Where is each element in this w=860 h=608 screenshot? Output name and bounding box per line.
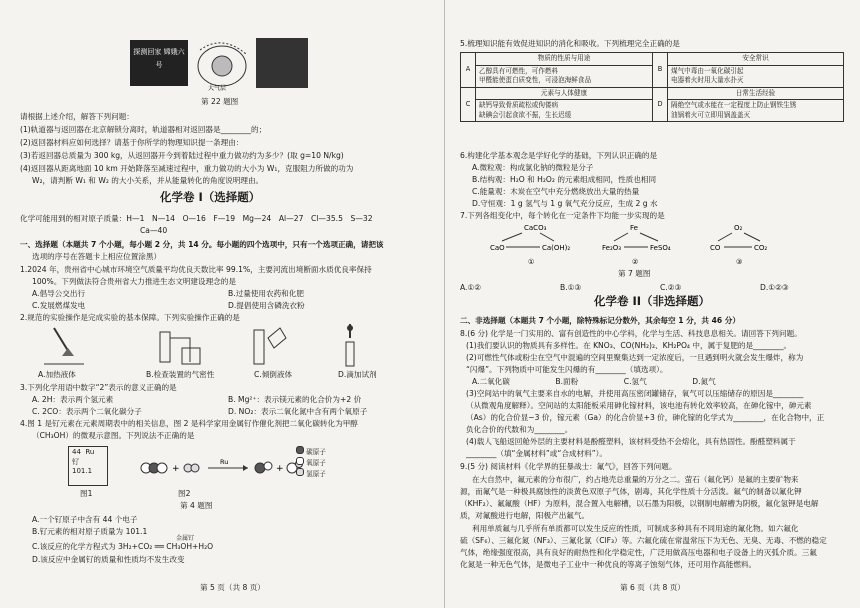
pouring-liquid-drawing [254, 328, 286, 364]
table-head-a: 物质的性质与用途 [476, 53, 653, 66]
dropping-reagent-drawing [346, 324, 354, 366]
atomic-mass-line1: 化学可能用到的相对原子质量：H—1 N—14 O—16 F—19 Mg—24 Al—27 Cl—35.5 S—32 [20, 214, 373, 223]
g3-number: ③ [736, 258, 743, 266]
group3-conversion [710, 224, 767, 266]
section1-instructions-a: 一、选择题（本题共 7 个小题，每小题 2 分，共 14 分。每小题的四个选项中，只有一个选项正确，请把该 [20, 240, 384, 249]
q1-option-d: D.提倡使用含磷洗衣粉 [228, 301, 305, 310]
q1-stem-a: 1.2024 年，贵州省中心城市环境空气质量平均优良天数比率 99.1%，主要河流出境断面水质优良率保持 [20, 265, 372, 274]
table-label-c: C [461, 87, 476, 122]
q7-option-c: C.②③ [660, 283, 682, 292]
q22-intro: 请根据上述介绍，解答下列问题： [20, 112, 134, 121]
table-head-b: 安全常识 [668, 53, 844, 66]
table-d-line1: 隔绝空气或水能在一定程度上防止钢铁生锈 [671, 101, 797, 109]
table-head-d: 日常生活经验 [668, 87, 844, 100]
svg-text:+: + [172, 464, 180, 474]
legend-hydrogen: 氢原子 [306, 470, 326, 478]
element-mass: 101.1 [72, 467, 93, 475]
figure-caption-7: 第 7 题图 [618, 269, 651, 278]
section2-instructions: 二、非选择题（本题共 7 个小题，除特殊标记分数外，其余每空 1 分，共 46 分） [460, 316, 740, 325]
g1-left-label: CaO [490, 244, 505, 252]
q8-part1: (1)我们要认识的物质具有多样性。在 KNO₃、CO(NH₂)₂、KH₂PO₄ 中，属于复肥的是________。 [466, 341, 792, 350]
landing-photo [256, 38, 308, 88]
g3-right-label: CO₂ [754, 244, 768, 252]
group1-conversion [490, 224, 570, 266]
g1-right-label: Ca(OH)₂ [542, 244, 571, 252]
figure1-label: 图1 [80, 489, 93, 498]
q2-option-a: A.加热液体 [38, 370, 76, 379]
g2-number: ② [632, 258, 639, 266]
q6-stem: 6.构建化学基本观念是学好化学的基础，下列认识正确的是 [460, 151, 658, 160]
q4-option-c: C.该反应的化学方程式为 3H₂+CO₂ ══ CH₃OH+H₂O [32, 542, 214, 551]
table-label-a: A [461, 53, 476, 88]
q22-part2: (2)返回器材料应如何选择？请基于你所学的物理知识提一条理由： [20, 138, 244, 147]
table-c-line1: 缺钙导致骨质疏松或佝偻病 [479, 101, 559, 109]
q2-stem: 2.规范的实验操作是完成实验的基本保障。下列实验操作正确的是 [20, 313, 240, 322]
table-c-line2: 缺碘会引起食欲不振，生长迟缓 [479, 110, 572, 119]
table-body-d [668, 100, 844, 122]
page-footer-right: 第 6 页（共 8 页） [620, 583, 685, 592]
reading-para2-line4: 化氮是一种无色气体，是微电子工业中一种优良的等离子蚀刻气体，还可用作高能燃料。 [460, 560, 757, 569]
q1-option-a: A.倡导公交出行 [32, 289, 86, 298]
q5-knowledge-table [460, 52, 844, 122]
q6-option-a: A.微粒观：构成氯化钠的微粒是分子 [472, 163, 594, 172]
heating-liquid-drawing [44, 328, 84, 364]
q3-option-c: C. 2CO：表示两个二氧化碳分子 [32, 407, 142, 416]
q9-stem: 9.(5 分) 阅读材料《化学界的狂暴战士：氟气》，回答下列问题。 [460, 462, 677, 471]
q22-part4b: W₂，请判断 W₁ 和 W₂ 的大小关系，并从能量转化的角度说明理由。 [32, 176, 264, 185]
q6-option-b: B.结构观：H₂O 和 H₂O₂ 的元素组成相同，性质也相同 [472, 175, 657, 184]
legend-carbon: 碳原子 [306, 448, 326, 456]
table-body-a [476, 65, 653, 87]
figure-caption-4: 第 4 题图 [180, 501, 213, 510]
reading-para1-line4: 质，对氟酸进行电解，阳极产出氟气。 [460, 511, 590, 520]
table-d-line2: 油锅着火可立即用锅盖盖灭 [671, 110, 751, 119]
g2-top-label: Fe [630, 224, 638, 232]
g2-left-label: Fe₂O₃ [602, 244, 622, 252]
q22-part3: (3)若返回器总质量为 300 kg，从返回器开今到着陆过程中重力做功约为多少？(取 g=10 N/kg) [20, 151, 344, 160]
g1-number: ① [528, 258, 535, 266]
chem-section-1-title: 化学卷 I（选择题） [160, 190, 261, 204]
page-footer-left: 第 5 页（共 8 页） [200, 583, 265, 592]
photo-text: 探测回家 嫦娥六号 [133, 48, 185, 69]
q6-option-c: C.能量观：木炭在空气中充分燃烧放出大量的热量 [472, 187, 640, 196]
ruthenium-element-card [68, 446, 108, 486]
element-atomic-number: 44 [72, 448, 81, 456]
element-name: 钌 [72, 457, 79, 466]
reading-para1-line1: 在大自然中，氟元素的分布很广，约占地壳总重量的万分之二。萤石（氟化钙）是氟的主要矿物来 [472, 475, 799, 484]
table-body-c [476, 100, 653, 122]
q2-option-c: C.倾倒液体 [254, 370, 293, 379]
q8-part2-options: A.二氧化碳 B.面粉 C.氢气 D.氮气 [472, 377, 716, 386]
reading-para1-line2: 源，而氟气是一种极具腐蚀性的淡黄色双原子气体，剧毒，其化学性质十分活泼。氟气的制备以氟化钾 [460, 487, 802, 496]
group2-conversion [602, 224, 671, 266]
q4-stem-b: （CH₃OH）的微观示意图。下列说法不正确的是 [32, 431, 195, 440]
table-b-line2: 电器着火时用大量水扑灭 [671, 76, 744, 84]
q2-option-d: D.滴加试剂 [338, 370, 377, 379]
q6-option-d: D.守恒观：1 g 氢气与 1 g 氧气充分反应，生成 2 g 水 [472, 199, 658, 208]
q7-option-b: B.①③ [560, 283, 582, 292]
q8-part4a: (4)载人飞船返回舱外层的主要材料是酚醛塑料，该材料受热不会熔化，具有热固性。酚醛塑料属于 [466, 437, 796, 446]
table-body-b [668, 65, 844, 87]
airtight-check-drawing [160, 332, 200, 364]
catalyst-label: Ru [220, 458, 229, 466]
table-a-line1: 乙醇具有可燃性，可作燃料 [479, 66, 559, 75]
q4-option-d: D.该反应中金属钌的质量和性质均不发生改变 [32, 555, 185, 564]
q8-part2b: “闪爆”。下列物质中可能发生闪爆的有________（填选项）。 [466, 365, 668, 374]
q8-part3c: （As）的化合价显−3 价，镓元素（Ga）的化合价显+3 价，砷化镓的化学式为________，在化合物中，正 [466, 413, 825, 422]
q4-option-a: A.一个钌原子中含有 44 个电子 [32, 515, 138, 524]
q8-part3d: 负化合价的代数和为________。 [466, 425, 573, 434]
q8-part4b: ________（填“金属材料”或“合成材料”）。 [466, 449, 608, 458]
q4-stem-a: 4.图 1 是钌元素在元素周期表中的相关信息，图 2 是科学家用金属钌作催化剂把二氧化碳转化为甲醇 [20, 419, 358, 428]
g3-top-label: O₂ [734, 224, 743, 232]
orbit-diagram [192, 36, 252, 94]
q8-part3b: （从微观角度解释）。空间站的太阳能板采用砷化镓材料，该电池有转化效率较高，在砷化镓中，砷元素 [466, 401, 812, 410]
q2-apparatus-drawings [40, 324, 420, 368]
q3-option-d: D. NO₂：表示二氧化氮中含有两个氧原子 [228, 407, 368, 416]
q5-stem: 5.梳理知识能有效促进知识的消化和吸收。下列梳理完全正确的是 [460, 39, 680, 48]
q1-stem-b: 100%。下列做法符合贵州省大力推进生态文明建设理念的是 [32, 277, 236, 286]
q3-option-b: B. Mg²⁺：表示镁元素的化合价为+2 价 [228, 395, 362, 404]
q2-option-b: B.检查装置的气密性 [146, 370, 215, 379]
reading-para2-line3: 气体，绝缘强度很高，具有良好的耐热性和化学稳定性，广泛用做高压电器和电子设备上的灭弧介质。三氟 [460, 548, 817, 557]
q1-option-b: B.过量使用农药和化肥 [228, 289, 304, 298]
g3-left-label: CO [710, 244, 721, 252]
section1-instructions-b: 选项的序号在答题卡上相应位置涂黑） [32, 252, 162, 261]
reading-para1-line3: （KHF₂）、氟氟酸（HF）为原料，混合置入电解槽，以石墨为阳极，以钢制电解槽为阴极，氟化氢钾是电解 [460, 499, 819, 508]
table-label-b: B [653, 53, 668, 88]
q7-option-a: A.①② [460, 283, 482, 292]
table-a-line2: 甲醛能使蛋白质变性，可浸泡海鲜食品 [479, 76, 592, 84]
q3-option-a: A. 2H：表示两个氢元素 [32, 395, 114, 404]
q4-option-b: B.钌元素的相对原子质量为 101.1 [32, 527, 148, 536]
table-label-d: D [653, 87, 668, 122]
chang-e-photo [130, 40, 188, 86]
q22-part4a: (4)返回器从距离地面 10 km 开始降落至减速过程中，重力做功的大小为 W₁，克服阻力所做的功为 [20, 164, 354, 173]
atom-legend [296, 446, 326, 479]
q3-stem: 3.下列化学用语中数字“2”表示的意义正确的是 [20, 383, 177, 392]
page-divider [444, 0, 445, 608]
g1-top-label: CaCO₃ [524, 224, 547, 232]
atomic-mass-line2: Ca—40 [140, 226, 168, 235]
q1-option-c: C.发展燃煤发电 [32, 301, 86, 310]
figure2-label: 图2 [178, 489, 191, 498]
reading-para2-line1: 利用单质氟与几乎所有单质都可以发生反应的性质，可制成多种具有不同用途的氟化物。如六氟化 [472, 524, 799, 533]
q8-part3a: (3)空间站中的氧气主要来自水的电解，并使用高压密闭罐储存，氧气可以压缩储存的原因是________ [466, 389, 804, 398]
q8-part2a: (2)可燃性气体或粉尘在空气中混遍的空间里聚集达到一定浓度后，一旦遇到明火就会发生爆炸，称为 [466, 353, 804, 362]
element-symbol: Ru [85, 448, 95, 456]
right-page [448, 0, 860, 608]
legend-oxygen: 氧原子 [306, 459, 326, 467]
g2-right-label: FeSO₄ [650, 244, 671, 252]
q22-part1: (1)轨道器与返回器在北京解锁分离时，轨道器相对返回器是________的； [20, 125, 267, 134]
table-b-line1: 煤气中毒由一氧化碳引起 [671, 66, 744, 75]
q8-stem: 8.(6 分) 化学是一门实用的、富有创造性的中心学科，化学与生活、科技息息相关。请回答下列问题。 [460, 329, 802, 338]
reading-para2-line2: 硫（SF₆）、三氟化氮（NF₃）、三氟化氯（ClF₃）等。六氟化硫在常温常压下为无色、无臭、无毒、不燃的稳定 [460, 536, 827, 545]
q4-reaction-condition: 金属钌 [176, 535, 195, 542]
q7-option-d: D.①②③ [760, 283, 789, 292]
chem-section-2-title: 化学卷 II（非选择题） [594, 294, 711, 308]
svg-text:+: + [276, 464, 284, 474]
q7-stem: 7.下列各组变化中，每个转化在一定条件下均能一步实现的是 [460, 211, 665, 220]
orbit-label: 大气层 [208, 85, 227, 92]
q7-conversion-diagram [488, 222, 808, 268]
table-head-c: 元素与人体健康 [476, 87, 653, 100]
figure-caption-22: 第 22 题图 [201, 97, 239, 106]
